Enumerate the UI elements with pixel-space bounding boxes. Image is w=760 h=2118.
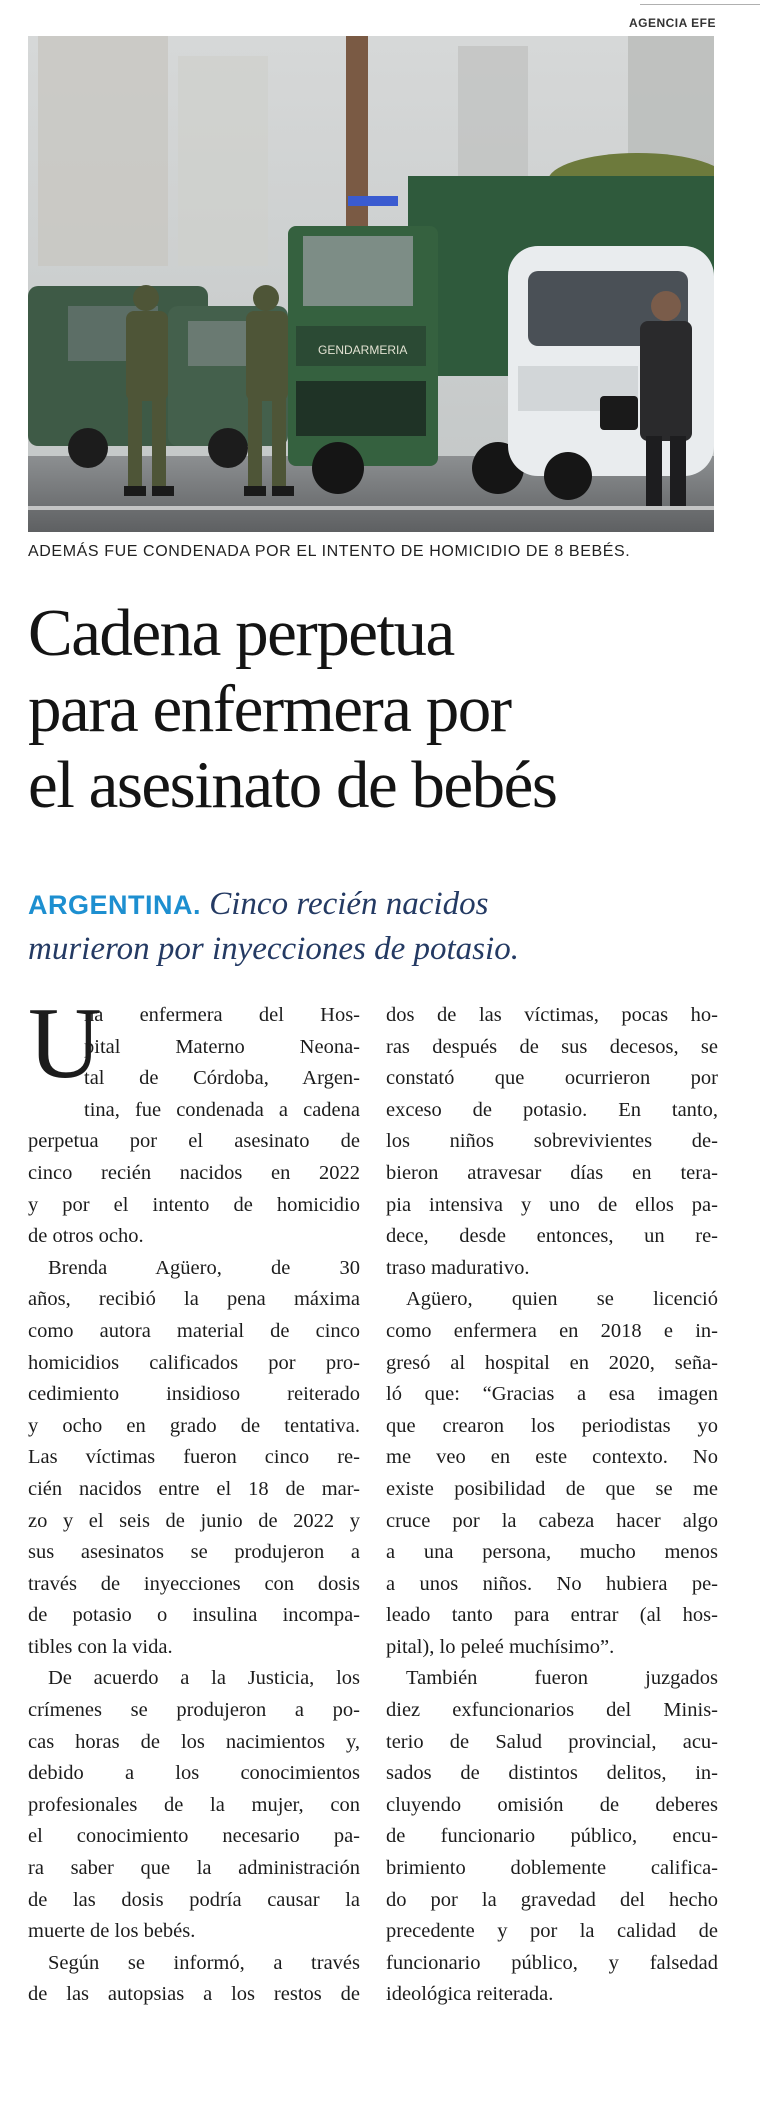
paragraph — [386, 1000, 718, 1284]
text-line: diez exfuncionarios del Minis- — [386, 1699, 718, 1722]
text-line: el conocimiento necesario pa- — [28, 1825, 360, 1848]
text-line: años, recibió la pena máxima — [28, 1288, 360, 1311]
text-line: pital Materno Neona- — [84, 1035, 360, 1058]
text-line: de las autopsias a los restos de — [28, 1983, 360, 2006]
text-line: ló que: “Gracias a esa imagen — [386, 1383, 718, 1406]
text-line: ideológica reiterada. — [386, 1983, 554, 2006]
news-photo — [28, 36, 714, 532]
text-line: cinco recién nacidos en 2022 — [28, 1161, 360, 1184]
text-line: Agüero, quien se licenció — [406, 1288, 718, 1311]
text-line: leado tanto para entrar (al hos- — [386, 1604, 718, 1627]
text-line: los niños sobrevivientes de- — [386, 1130, 718, 1153]
text-line: profesionales de la mujer, con — [28, 1793, 360, 1816]
text-line: sus asesinatos se produjeron a — [28, 1541, 360, 1564]
headline — [28, 595, 738, 823]
text-line: constató que ocurrieron por — [386, 1067, 718, 1090]
deck-line: murieron por inyecciones de potasio. — [28, 931, 519, 967]
text-line: brimiento doblemente califica- — [386, 1857, 718, 1880]
text-line: zo y el seis de junio de 2022 y — [28, 1509, 360, 1532]
paragraph — [28, 1095, 360, 1253]
truck-label: GENDARMERIA — [318, 343, 408, 357]
paragraph — [386, 1284, 718, 1663]
text-line: crímenes se produjeron a po- — [28, 1699, 360, 1722]
text-line: de funcionario público, encu- — [386, 1825, 718, 1848]
photo-caption: ADEMÁS FUE CONDENADA POR EL INTENTO DE HOMICIDIO DE 8 BEBÉS. — [28, 543, 631, 560]
text-line: Según se informó, a través — [48, 1951, 360, 1974]
deck-kicker: ARGENTINA. — [28, 890, 201, 920]
text-line: y ocho en grado de tentativa. — [28, 1414, 360, 1437]
text-line: y por el intento de homicidio — [28, 1193, 360, 1216]
headline-line: Cadena perpetua — [28, 596, 454, 670]
text-line: través de inyecciones con dosis — [28, 1572, 360, 1595]
text-line: traso madurativo. — [386, 1256, 530, 1279]
text-line: como enfermera en 2018 e in- — [386, 1319, 718, 1342]
text-line: cruce por la cabeza hacer algo — [386, 1509, 718, 1532]
text-line: debido a los conocimientos — [28, 1762, 360, 1785]
text-line: a unos niños. No hubiera pe- — [386, 1572, 718, 1595]
text-line: cas horas de los nacimientos y, — [28, 1730, 360, 1753]
text-line: do por la gravedad del hecho — [386, 1888, 718, 1911]
text-line: de otros ocho. — [28, 1225, 144, 1248]
text-line: tal de Córdoba, Argen- — [84, 1067, 360, 1090]
paragraph — [28, 1663, 360, 1947]
paragraph — [28, 1253, 360, 1664]
text-line: gresó al hospital en 2020, seña- — [386, 1351, 718, 1374]
text-line: cién nacidos entre el 18 de mar- — [28, 1477, 360, 1500]
column-2 — [386, 1000, 718, 2011]
text-line: homicidios calificados por pro- — [28, 1351, 360, 1374]
text-line: de las dosis podría causar la — [28, 1888, 360, 1911]
drop-cap: U — [28, 987, 102, 1100]
text-line: existe posibilidad de que se me — [386, 1477, 718, 1500]
deck — [28, 882, 738, 971]
text-line: pia intensiva y uno de ellos pa- — [386, 1193, 718, 1216]
photo-credit: AGENCIA EFE — [628, 16, 716, 30]
top-rule — [640, 4, 760, 5]
text-line: exceso de potasio. En tanto, — [386, 1098, 718, 1121]
paragraph — [28, 1948, 360, 2011]
text-line: bieron atravesar días en tera- — [386, 1161, 718, 1184]
text-line: cluyendo omisión de deberes — [386, 1793, 718, 1816]
text-line: cedimiento insidioso reiterado — [28, 1383, 360, 1406]
article-body — [28, 987, 718, 2011]
text-line: muerte de los bebés. — [28, 1920, 196, 1943]
text-line: me veo en este contexto. No — [386, 1446, 718, 1469]
deck-line — [28, 882, 738, 927]
text-line: sados de distintos delitos, in- — [386, 1762, 718, 1785]
text-line: ras después de sus decesos, se — [386, 1035, 718, 1058]
text-line: na enfermera del Hos- — [84, 1004, 360, 1026]
photo-image-icon — [28, 36, 714, 532]
text-line: precedente y por la calidad de — [386, 1920, 718, 1943]
text-line: pital), lo peleé muchísimo”. — [386, 1635, 615, 1658]
text-line: También fueron juzgados — [406, 1667, 718, 1690]
deck-text: Cinco recién nacidos — [209, 886, 489, 922]
text-line: dece, desde entonces, un re- — [386, 1225, 718, 1248]
paragraph — [386, 1663, 718, 2011]
column-1 — [28, 987, 360, 2011]
text-line: como autora material de cinco — [28, 1319, 360, 1342]
headline-line: el asesinato de bebés — [28, 748, 557, 822]
text-line: a una persona, mucho menos — [386, 1541, 718, 1564]
text-line: de potasio o insulina incompa- — [28, 1604, 360, 1627]
text-line: perpetua por el asesinato de — [28, 1130, 360, 1153]
text-line: que crearon los periodistas yo — [386, 1414, 718, 1437]
text-line: ra saber que la administración — [28, 1857, 360, 1880]
first-paragraph-opening — [28, 987, 360, 1100]
text-line: Las víctimas fueron cinco re- — [28, 1446, 360, 1469]
text-line: tina, fue condenada a cadena — [84, 1098, 360, 1121]
text-line: tibles con la vida. — [28, 1635, 173, 1658]
text-line: Brenda Agüero, de 30 — [48, 1256, 360, 1279]
text-line: terio de Salud provincial, acu- — [386, 1730, 718, 1753]
headline-line: para enfermera por — [28, 672, 511, 746]
text-line: dos de las víctimas, pocas ho- — [386, 1004, 718, 1026]
text-line: De acuerdo a la Justicia, los — [48, 1667, 360, 1690]
text-line: funcionario público, y falsedad — [386, 1951, 718, 1974]
